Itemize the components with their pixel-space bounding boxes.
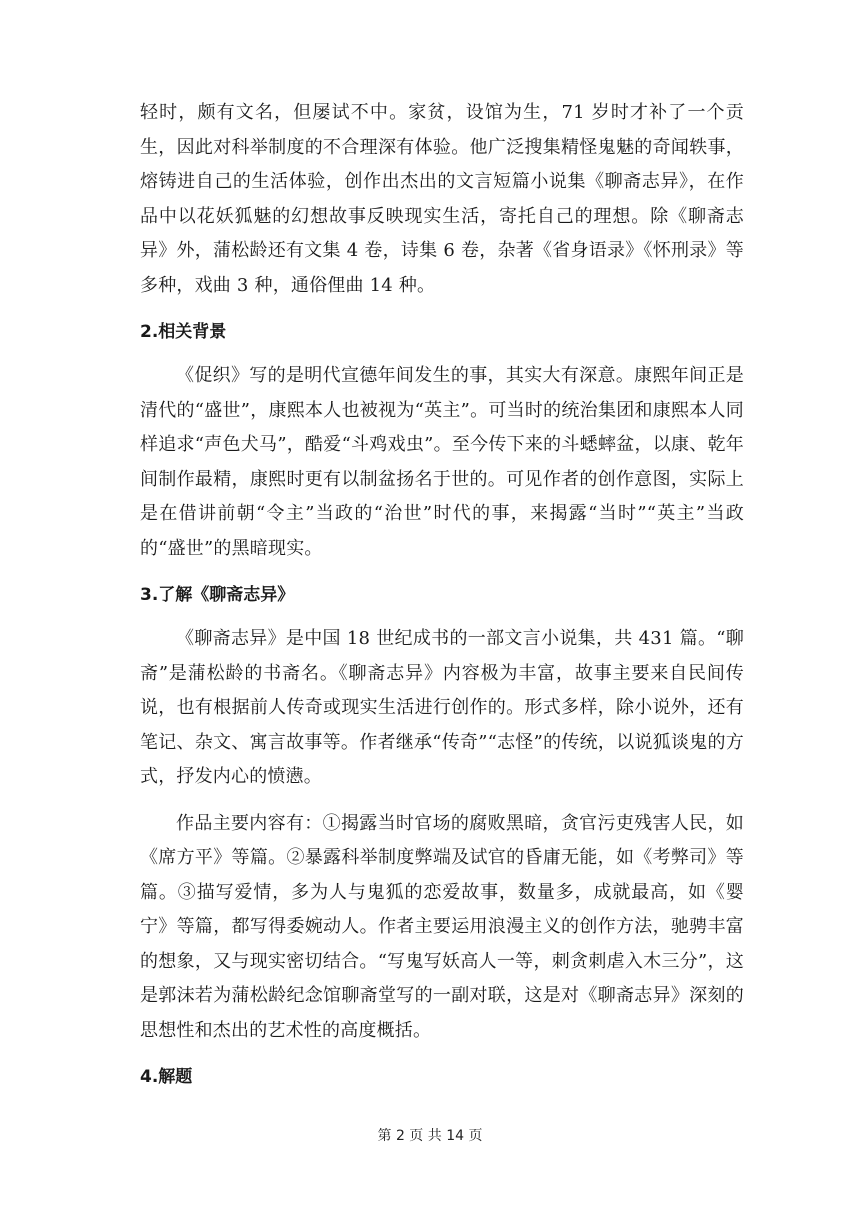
paragraph-author-bio: 轻时，颇有文名，但屡试不中。家贫，设馆为生，71 岁时才补了一个贡生，因此对科举制度的不合理深有体验。他广泛搜集精怪鬼魅的奇闻轶事，熔铸进自己的生活体验，创作出杰出的文言短篇小说集《聊斋志异》，在作品中以花妖狐魅的幻想故事反映现实生活，寄托自己的理想。除《聊斋志异》外，蒲松龄还有文集 4 卷，诗集 6 卷，杂著《省身语录》《怀刑录》等多种，戏曲 3 种，通俗俚曲 14 种。 [140,102,744,296]
paragraph-liaozhai-content: 作品主要内容有：①揭露当时官场的腐败黑暗，贪官污吏残害人民，如《席方平》等篇。②暴露科举制度弊端及试官的昏庸无能，如《考弊司》等篇。③描写爱情，多为人与鬼狐的恋爱故事，数量多，成就最高，如《婴宁》等篇，都写得委婉动人。作者主要运用浪漫主义的创作方法，驰骋丰富的想象，又与现实密切结合。“写鬼写妖高人一等，刺贪刺虐入木三分”，这是郭沫若为蒲松龄纪念馆聊斋堂写的一副对联，这是对《聊斋志异》深刻的思想性和杰出的艺术性的高度概括。 [140,812,744,1041]
heading-background: 2.相关背景 [140,322,227,342]
page-number: 第 2 页 共 14 页 [377,1128,483,1144]
heading-liaozhai: 3.了解《聊斋志异》 [140,585,295,605]
paragraph-background: 《促织》写的是明代宣德年间发生的事，其实大有深意。康熙年间正是清代的“盛世”，康熙本人也被视为“英主”。可当时的统治集团和康熙本人同样追求“声色犬马”，酷爱“斗鸡戏虫”。至今传下来的斗蟋蟀盆，以康、乾年间制作最精，康熙时更有以制盆扬名于世的。可见作者的创作意图，实际上是在借讲前朝“令主”当政的“治世”时代的事，来揭露“当时”“英主”当政的“盛世”的黑暗现实。 [140,365,744,559]
heading-title-explanation: 4.解题 [140,1067,193,1087]
document-body [140,96,744,1104]
paragraph-liaozhai-intro: 《聊斋志异》是中国 18 世纪成书的一部文言小说集，共 431 篇。“聊斋”是蒲松龄的书斋名。《聊斋志异》内容极为丰富，故事主要来自民间传说，也有根据前人传奇或现实生活进行创作的。形式多样，除小说外，还有笔记、杂文、寓言故事等。作者继承“传奇”“志怪”的传统，以说狐谈鬼的方式，抒发内心的愤懑。 [140,628,744,787]
